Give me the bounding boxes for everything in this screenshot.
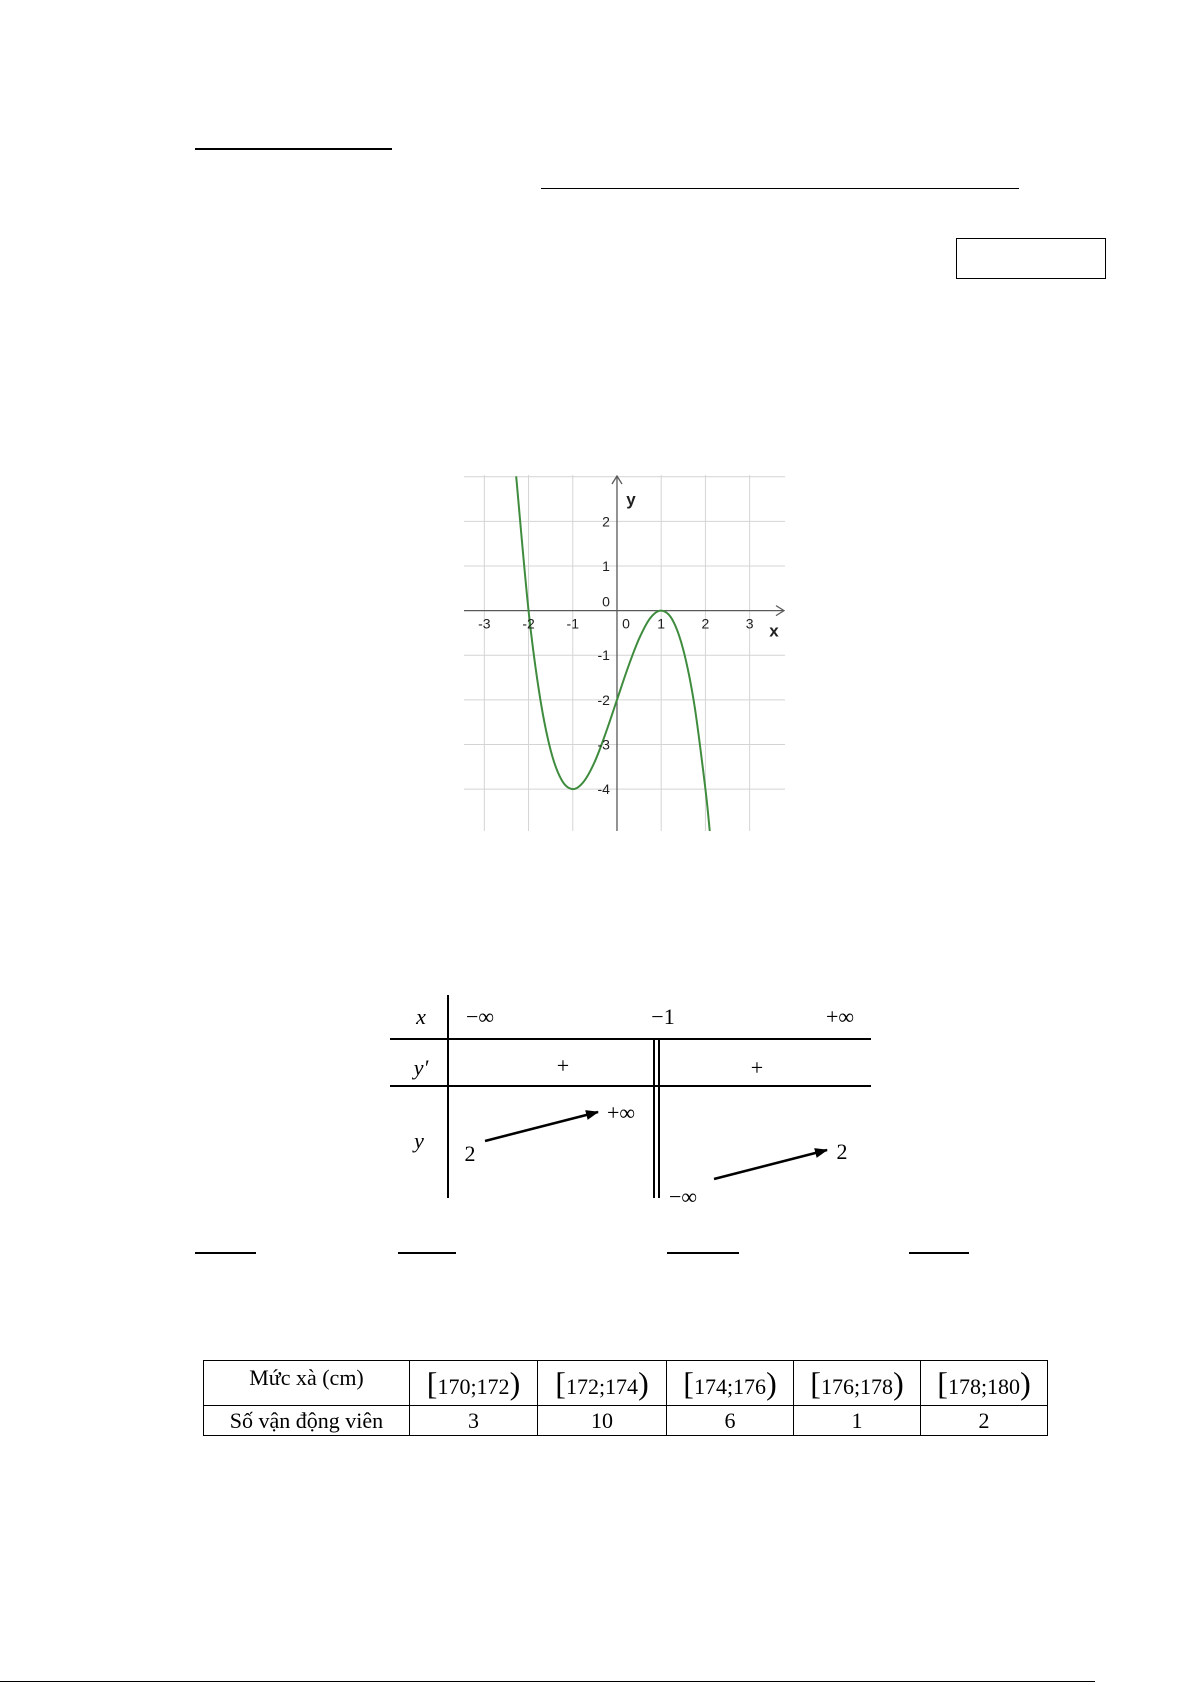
x-tick-label: -2 (522, 615, 535, 632)
variation-table (390, 992, 872, 1214)
count-header-label: Số vận động viên (229, 1407, 384, 1433)
question-label-underline (909, 1252, 969, 1254)
count-cell: 1 (794, 1406, 921, 1436)
variation-arrows (390, 992, 872, 1214)
x-value: +∞ (825, 1004, 855, 1029)
interval-header-cell (204, 1361, 410, 1406)
graph-labels (478, 490, 779, 797)
exam-code-box (956, 238, 1106, 279)
count-cell: 10 (538, 1406, 667, 1436)
interval-bounds: 176;178 (820, 1374, 894, 1399)
interval-close-bracket: ) (638, 1365, 649, 1401)
y-value: −∞ (668, 1184, 698, 1209)
x-value: −1 (651, 1004, 675, 1029)
y-value: 2 (464, 1141, 476, 1166)
y-tick-label: 2 (602, 513, 610, 530)
table-row (204, 1406, 1048, 1436)
interval-cell (410, 1361, 538, 1406)
interval-header-label: Mức xà (cm) (249, 1365, 364, 1390)
row-label-x: x (416, 1004, 426, 1029)
interval-close-bracket: ) (766, 1365, 777, 1401)
interval-cell (667, 1361, 794, 1406)
count-cell: 2 (921, 1406, 1048, 1436)
interval-bounds: 178;180 (947, 1374, 1021, 1399)
y-axis-label: y (626, 490, 636, 509)
interval-close-bracket: ) (509, 1365, 521, 1401)
question-label-underline (398, 1252, 456, 1254)
y-tick-label: 0 (602, 593, 610, 610)
axes (464, 476, 784, 831)
interval-open-bracket: [ (683, 1365, 694, 1401)
x-tick-label: 1 (657, 615, 666, 632)
function-graph (464, 475, 785, 831)
row-label-y: y (414, 1128, 424, 1153)
derivative-sign: + (556, 1053, 570, 1078)
function-curve (516, 476, 710, 831)
interval-close-bracket: ) (893, 1365, 904, 1401)
interval-close-bracket: ) (1020, 1365, 1031, 1401)
x-axis-label: x (769, 621, 779, 641)
heading-underline (195, 148, 392, 150)
count-cell: 3 (410, 1406, 538, 1436)
interval-cell (921, 1361, 1048, 1406)
x-tick-label: 3 (745, 615, 754, 632)
row-label-derivative: y′ (413, 1055, 429, 1080)
interval-cell (794, 1361, 921, 1406)
footer-rule (0, 1681, 1095, 1682)
interval-open-bracket: [ (937, 1365, 948, 1401)
y-tick-label: -3 (597, 736, 610, 753)
table-row (204, 1361, 1048, 1406)
count-cell: 6 (667, 1406, 794, 1436)
x-tick-label: -3 (478, 615, 491, 632)
grid (464, 475, 785, 831)
interval-bounds: 172;174 (565, 1374, 639, 1399)
x-value: −∞ (465, 1004, 495, 1029)
interval-open-bracket: [ (555, 1365, 566, 1401)
x-tick-label: 2 (701, 615, 710, 632)
y-tick-label: -2 (597, 691, 610, 708)
count-header-cell (204, 1406, 410, 1436)
y-value: +∞ (606, 1100, 636, 1125)
question-label-underline (195, 1252, 256, 1254)
title-underline (541, 188, 1019, 189)
interval-open-bracket: [ (426, 1365, 438, 1401)
frequency-table (203, 1360, 1048, 1436)
y-value: 2 (836, 1139, 848, 1164)
interval-cell (538, 1361, 667, 1406)
y-tick-label: -1 (597, 647, 610, 664)
interval-bounds: 170;172 (437, 1374, 510, 1399)
x-tick-label: -1 (566, 615, 579, 632)
x-tick-label: 0 (622, 615, 630, 632)
interval-open-bracket: [ (810, 1365, 821, 1401)
derivative-sign: + (750, 1055, 764, 1080)
y-tick-label: -4 (597, 781, 610, 798)
y-tick-label: 1 (602, 558, 610, 575)
interval-bounds: 174;176 (693, 1374, 767, 1399)
increasing-arrow (485, 1112, 598, 1141)
increasing-arrow (714, 1150, 827, 1179)
question-label-underline (667, 1252, 739, 1254)
